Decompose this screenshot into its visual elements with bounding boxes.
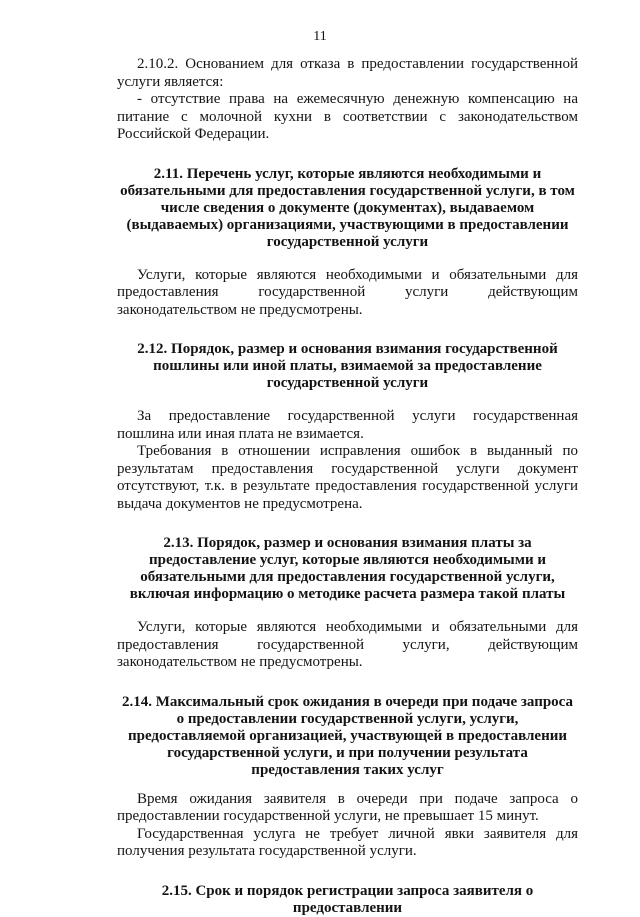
paragraph-2-12-errors: Требования в отношении исправления ошибок в выданный по результатам предоставления государственной услуги документ отсутствуют, т.к. в результате предоставления государственной услуги выдача документов не предусмотрена. xyxy=(117,443,578,512)
page-number: 11 xyxy=(313,29,327,44)
paragraph-2-14-wait: Время ожидания заявителя в очереди при подаче запроса о предоставлении государственной услуги, не превышает 15 минут. xyxy=(117,790,578,824)
spacer xyxy=(117,319,578,341)
section-heading-2-13: 2.13. Порядок, размер и основания взимания платы за предоставление услуг, которые являются необходимыми и обязательными для предоставления государственной услуги, включая информацию о методике расчета размера такой платы xyxy=(129,535,566,602)
spacer xyxy=(117,861,578,883)
spacer xyxy=(117,779,578,791)
spacer xyxy=(117,603,578,619)
paragraph-2-10-2: 2.10.2. Основанием для отказа в предоставлении государственной услуги является: xyxy=(117,56,578,90)
paragraph-2-12-fee: За предоставление государственной услуги государственная пошлина или иная плата не взимается. xyxy=(117,408,578,442)
document-body xyxy=(117,56,578,917)
spacer xyxy=(117,672,578,694)
section-heading-2-14: 2.14. Максимальный срок ожидания в очереди при подаче запроса о предоставлении государственной услуги, услуги, предоставляемой организацией, участвующей в предоставлении государственной услуги, и при получении результата предоставления таких услуг xyxy=(121,693,574,778)
spacer xyxy=(117,513,578,535)
section-heading-2-15: 2.15. Срок и порядок регистрации запроса заявителя о предоставлении xyxy=(161,882,534,916)
spacer xyxy=(117,392,578,408)
paragraph-2-10-2-item: - отсутствие права на ежемесячную денежную компенсацию на питание с молочной кухни в соответствии с законодательством Российской Федерации. xyxy=(117,91,578,142)
section-heading-2-11: 2.11. Перечень услуг, которые являются необходимыми и обязательными для предоставления государственной услуги, в том числе сведения о документе (документах), выдаваемом (выдаваемых) организациями, участвующими в предоставлении государственной услуги xyxy=(120,165,575,250)
paragraph-2-11: Услуги, которые являются необходимыми и обязательными для предоставления государственной услуги действующим законодательством не предусмотрены. xyxy=(117,266,578,318)
paragraph-2-13: Услуги, которые являются необходимыми и обязательными для предоставления государственной услуги, действующим законодательством не предусмотрены. xyxy=(117,619,578,670)
spacer xyxy=(117,144,578,166)
paragraph-2-14-presence: Государственная услуга не требует личной явки заявителя для получения результата государственной услуги. xyxy=(117,825,578,859)
section-heading-2-12: 2.12. Порядок, размер и основания взимания государственной пошлины или иной платы, взимаемой за предоставление государственной услуги xyxy=(137,341,558,391)
spacer xyxy=(117,251,578,267)
